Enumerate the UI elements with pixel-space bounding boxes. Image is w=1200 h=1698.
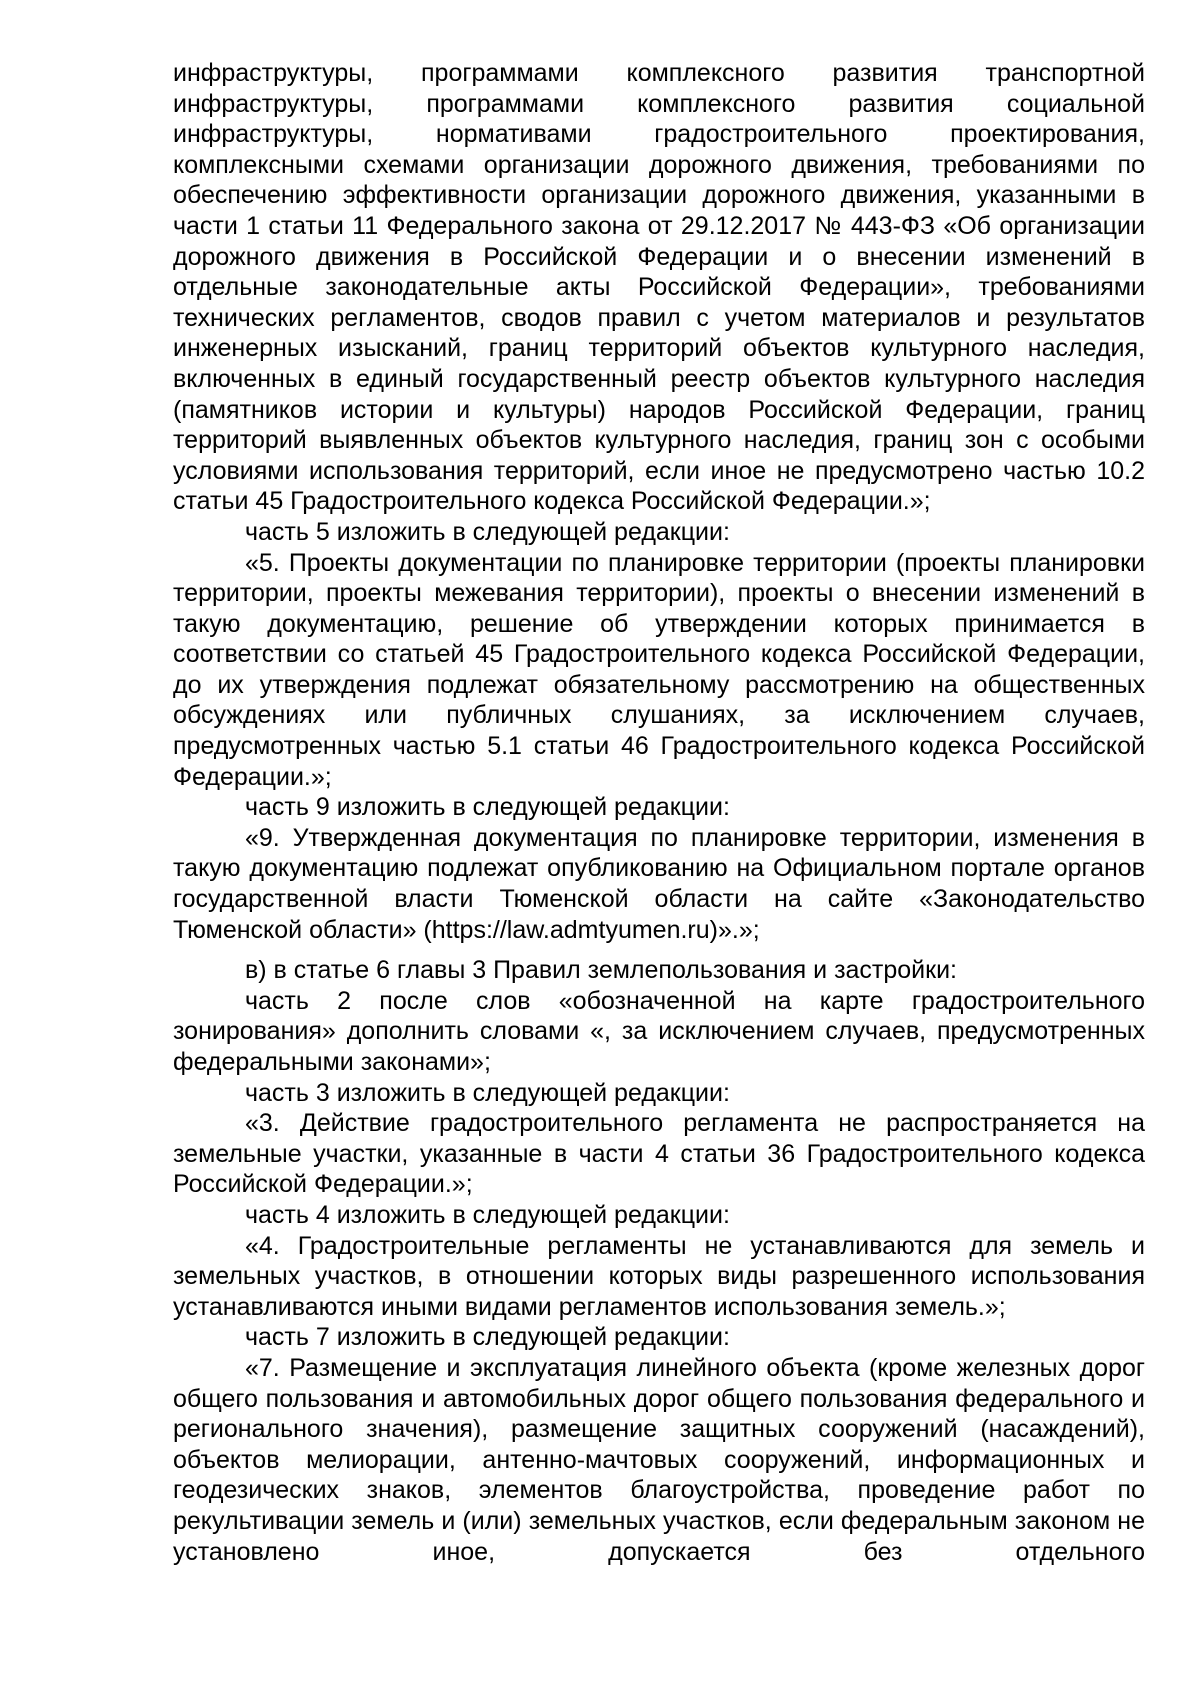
paragraph-article6-heading: в) в статье 6 главы 3 Правил землепользования и застройки: [245,956,957,985]
paragraph-part7-instruction: часть 7 изложить в следующей редакции: [245,1323,730,1352]
paragraph-continuation: инфраструктуры, программами комплексного развития транспортной инфраструктуры, программами комплексного развития социальной инфраструктуры, нормативами градостроительного проектирования, комплексными схемами организации дорожного движения, требованиями по обеспечению эффективности организации дорожного движения, указанными в части 1 статьи 11 Федерального закона от 29.12.2017 № 443-ФЗ «Об организации дорожного движения в Российской Федерации и о внесении изменений в отдельные законодательные акты Российской Федерации», требованиями технических регламентов, сводов правил с учетом материалов и результатов инженерных изысканий, границ территорий объектов культурного наследия, включенных в единый государственный реестр объектов культурного наследия (памятников истории и культуры) народов Российской Федерации, границ территорий выявленных объектов культурного наследия, границ зон с особыми условиями использования территорий, если иное не предусмотрено частью 10.2 статьи 45 Градостроительного кодекса Российской Федерации.»; [173,59,1145,516]
document-body [173,58,1145,1567]
paragraph-part5-instruction: часть 5 изложить в следующей редакции: [245,517,730,546]
paragraph-part9-text: «9. Утвержденная документация по планировке территории, изменения в такую документацию подлежат опубликованию на Официальном портале органов государственной власти Тюменской области на сайте «Законодательство Тюменской области» (https://law.admtyumen.ru)».»; [173,823,1145,944]
paragraph-part3-instruction: часть 3 изложить в следующей редакции: [245,1078,730,1107]
paragraph-part3-text: «3. Действие градостроительного регламента не распространяется на земельные участки, указанные в части 4 статьи 36 Градостроительного кодекса Российской Федерации.»; [173,1109,1145,1199]
paragraph-part9-instruction: часть 9 изложить в следующей редакции: [245,793,730,822]
paragraph-part7-text: «7. Размещение и эксплуатация линейного объекта (кроме железных дорог общего пользования и автомобильных дорог общего пользования федерального и регионального значения), размещение защитных сооружений (насаждений), объектов мелиорации, антенно-мачтовых сооружений, информационных и геодезических знаков, элементов благоустройства, проведение работ по рекультивации земель и (или) земельных участков, если федеральным законом не установлено иное, допускается без отдельного [173,1353,1145,1566]
paragraph-part4-text: «4. Градостроительные регламенты не устанавливаются для земель и земельных участков, в отношении которых виды разрешенного использования устанавливаются иными видами регламентов использования земель.»; [173,1231,1145,1321]
paragraph-part4-instruction: часть 4 изложить в следующей редакции: [245,1200,730,1229]
paragraph-part2-amendment: часть 2 после слов «обозначенной на карте градостроительного зонирования» дополнить словами «, за исключением случаев, предусмотренных федеральными законами»; [173,986,1145,1076]
paragraph-part5-text: «5. Проекты документации по планировке территории (проекты планировки территории, проекты межевания территории), проекты о внесении изменений в такую документацию, решение об утверждении которых принимается в соответствии со статьей 45 Градостроительного кодекса Российской Федерации, до их утверждения подлежат обязательному рассмотрению на общественных обсуждениях или публичных слушаниях, за исключением случаев, предусмотренных частью 5.1 статьи 46 Градостроительного кодекса Российской Федерации.»; [173,548,1145,791]
